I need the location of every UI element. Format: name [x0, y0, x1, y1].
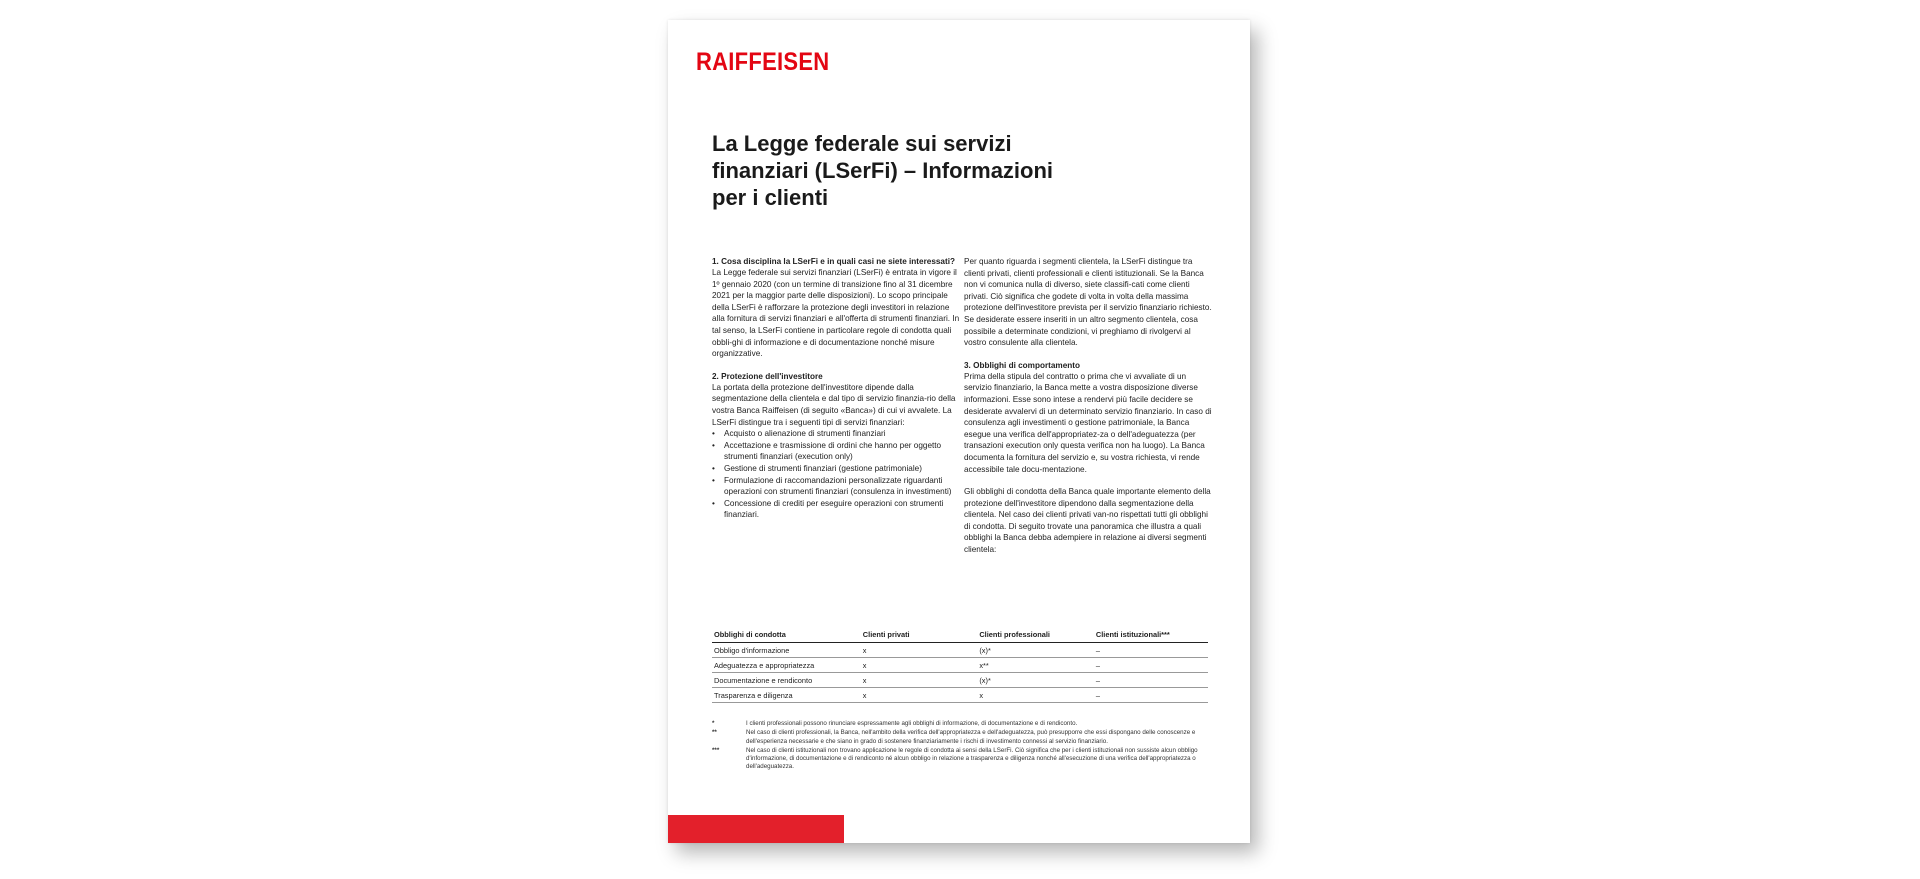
table-row: [712, 643, 1208, 658]
raiffeisen-logo: RAIFFEISEN: [696, 48, 830, 76]
list-item: [712, 498, 960, 521]
section-3-body: Prima della stipula del contratto o prima che vi avvaliate di un servizio finanziario, la Banca mette a vostra disposizione diverse informazioni. Esse sono intese a rendervi più facile decidere se desiderate avvalervi di un determinato servizio finanziario. In caso di consulenza agli investimenti o gestione patrimoniale, la Banca esegue una verifica dell'appropriatez-za o dell'adeguatezza (per transazioni execution only questa verifica non ha luogo). La Banca documenta la fornitura del servizio e, su vostra richiesta, vi rende accessibile tale docu-mentazione.: [964, 371, 1212, 474]
bullet-icon: •: [712, 463, 715, 473]
table-cell: Documentazione e rendiconto: [712, 673, 861, 688]
list-item-text: Concessione di crediti per eseguire operazioni con strumenti finanziari.: [724, 498, 944, 520]
table-cell: Adeguatezza e appropriatezza: [712, 658, 861, 673]
table-row: [712, 673, 1208, 688]
footnote-text: Nel caso di clienti professionali, la Banca, nell'ambito della verifica dell'appropriatezza e dell'adeguatezza, può presupporre che essi dispongano delle conoscenze e dell'esperienza necessarie e che siano in grado di sostenere finanziariamente i rischi di investimento connessi al servizio finanziario.: [746, 729, 1196, 745]
list-item: [712, 463, 960, 475]
footnote: [712, 729, 1212, 746]
table-cell: Obbligo d'informazione: [712, 643, 861, 658]
table-cell: x: [861, 658, 978, 673]
financial-services-list: [712, 428, 960, 521]
table-cell: x: [861, 688, 978, 703]
list-item-text: Gestione di strumenti finanziari (gestione patrimoniale): [724, 463, 922, 473]
table-row: [712, 658, 1208, 673]
table-header-cell: Clienti privati: [861, 628, 978, 643]
section-1-body: La Legge federale sui servizi finanziari (LSerFi) è entrata in vigore il 1º gennaio 2020 (con un termine di transizione fino al 31 dicembre 2021 per la maggior parte delle disposizioni). Lo scopo principale della LSerFi è rafforzare la protezione degli investitori in relazione alla fornitura di servizi finanziari e all'offerta di strumenti finanziari. In tal senso, la LSerFi contiene in particolare regole di condotta quali obbli-ghi di informazione e di documentazione nonché misure organizzative.: [712, 268, 960, 359]
footnote-mark: **: [712, 729, 717, 737]
table-header-row: [712, 628, 1208, 643]
footnote: [712, 720, 1212, 728]
list-item: [712, 475, 960, 498]
list-item-text: Formulazione di raccomandazioni personalizzate riguardanti operazioni con strumenti finanziari (consulenza in investimenti): [724, 475, 952, 497]
table-cell: –: [1094, 643, 1208, 658]
section-2: [712, 371, 960, 521]
table-cell: –: [1094, 673, 1208, 688]
client-segments-paragraph: Per quanto riguarda i segmenti clientela, la LSerFi distingue tra clienti privati, clienti professionali e clienti istituzionali. Se la Banca non vi comunica nulla di diverso, siete classifi-cati come clienti privati. Ciò significa che godete di volta in volta della massima protezione dell'investitore prevista per il servizio finanziario richiesto. Se desiderate essere inseriti in un altro segmento clientela, cosa possibile a determinate condizioni, vi preghiamo di rivolgervi al vostro consulente alla clientela.: [964, 257, 1212, 348]
footnotes: [712, 720, 1212, 773]
table-header-cell: Clienti istituzionali***: [1094, 628, 1208, 643]
obligations-table: [712, 628, 1208, 703]
document-page: [668, 20, 1250, 843]
section-3: [964, 360, 1214, 475]
section-1-heading: 1. Cosa disciplina la LSerFi e in quali casi ne siete interessati?: [712, 257, 955, 266]
right-column: [964, 256, 1214, 567]
obligations-table-wrapper: [712, 628, 1208, 703]
bullet-icon: •: [712, 440, 715, 450]
table-cell: x**: [977, 658, 1094, 673]
table-cell: x: [861, 673, 978, 688]
list-item-text: Accettazione e trasmissione di ordini che hanno per oggetto strumenti finanziari (execution only): [724, 440, 942, 462]
conduct-obligations-paragraph: Gli obblighi di condotta della Banca quale importante elemento della protezione dell'investitore dipendono dalla segmentazione della clientela. Nel caso dei clienti privati van-no rispettati tutti gli obblighi di condotta. Di seguito trovate una panoramica che illustra a quali obblighi la Banca debba adempiere in relazione ai diversi segmenti clientela:: [964, 487, 1211, 555]
section-2-body: La portata della protezione dell'investitore dipende dalla segmentazione della clientela e dal tipo di servizio finanzia-rio della vostra Banca Raiffeisen (di seguito «Banca») di cui vi avvalete. La LSerFi distingue tra i seguenti tipi di servizi finanziari:: [712, 382, 956, 427]
list-item: [712, 440, 960, 463]
section-1: [712, 256, 960, 360]
table-header-cell: Clienti professionali: [977, 628, 1094, 643]
section-3-heading: 3. Obblighi di comportamento: [964, 360, 1080, 370]
table-cell: –: [1094, 658, 1208, 673]
table-row: [712, 688, 1208, 703]
footnote: [712, 747, 1212, 772]
bullet-icon: •: [712, 475, 715, 485]
section-2-heading: 2. Protezione dell'investitore: [712, 371, 823, 381]
left-column: [712, 256, 960, 532]
table-cell: x: [861, 643, 978, 658]
table-cell: (x)*: [977, 643, 1094, 658]
footnote-mark: *: [712, 720, 715, 727]
footnote-text: I clienti professionali possono rinunciare espressamente agli obblighi di informazione, di documentazione e di rendiconto.: [746, 720, 1078, 727]
brand-red-bar: [668, 815, 844, 843]
bullet-icon: •: [712, 429, 715, 439]
footnote-text: Nel caso di clienti istituzionali non trovano applicazione le regole di condotta ai sensi della LSerFi. Ciò significa che per i clienti istituzionali non sussiste alcun obbligo d'informazione, di documentazione e di rendiconto né alcun obbligo in relazione a trasparenza e diligenza nonché all'esecuzione di una verifica dell'appropriatezza o dell'adeguatezza.: [746, 746, 1198, 771]
table-cell: x: [977, 688, 1094, 703]
table-cell: –: [1094, 688, 1208, 703]
document-title: La Legge federale sui servizi finanziari (LSerFi) – Informazioni per i clienti: [712, 131, 1054, 210]
table-header-cell: Obblighi di condotta: [712, 628, 861, 643]
list-item-text: Acquisto o alienazione di strumenti finanziari: [724, 429, 886, 439]
table-cell: (x)*: [977, 673, 1094, 688]
list-item: [712, 428, 960, 440]
table-cell: Trasparenza e diligenza: [712, 688, 861, 703]
footnote-mark: ***: [712, 746, 720, 754]
bullet-icon: •: [712, 498, 715, 508]
